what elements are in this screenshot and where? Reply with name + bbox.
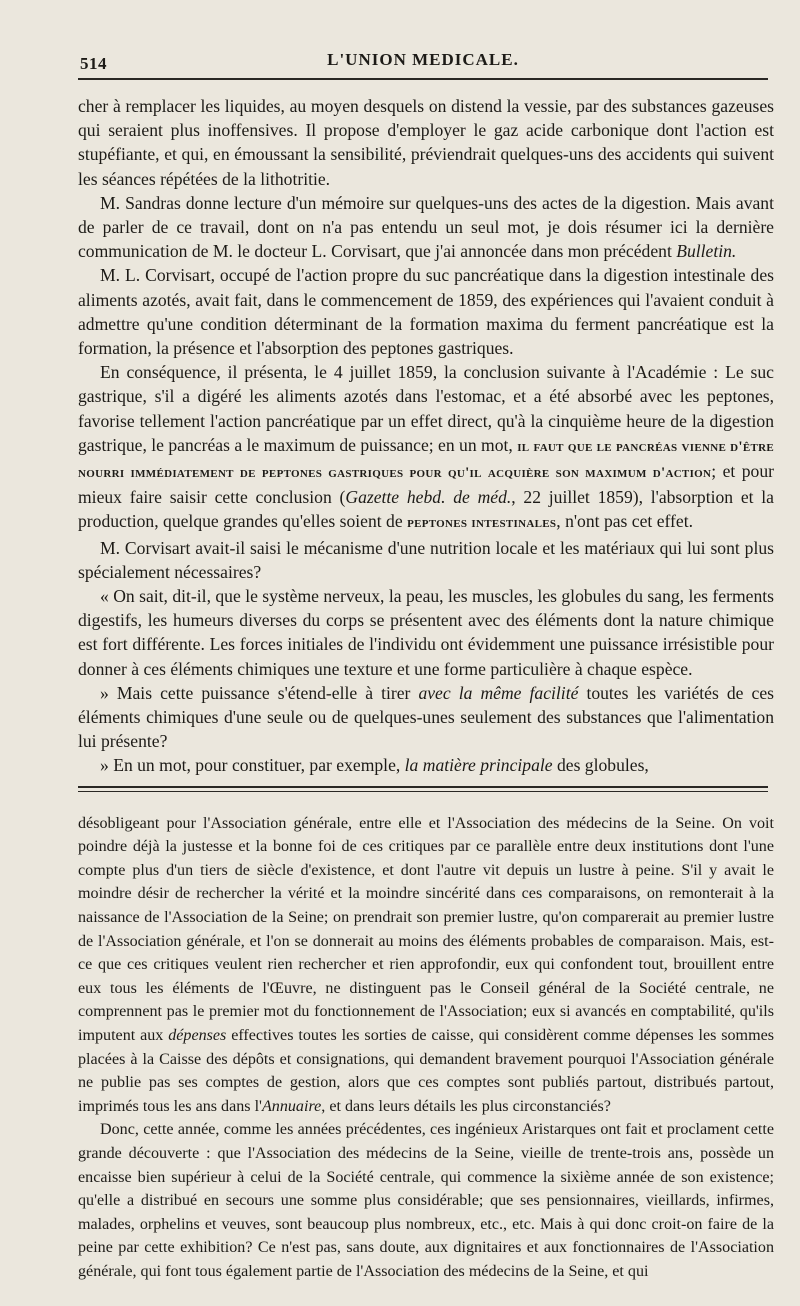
quotation-paragraph: » Mais cette puissance s'étend-elle à tirer avec la même facilité toutes les variétés de ces éléments chimiques d'une seule ou de quelques-unes seulement des substances que l'alimentation lui présente? (78, 682, 774, 752)
running-head: L'UNION MEDICALE. (327, 50, 519, 69)
paragraph: M. L. Corvisart, occupé de l'action propre du suc pancréatique dans la digestion intestinale des aliments azotés, avait fait, dans le commencement de 1859, des expériences qui l'avaient conduit à admettre qu'une condition déterminant de la formation maxima du ferment pancréatique est la formation, la présence et l'absorption des peptones gastriques. (78, 265, 774, 359)
small-caps-emphasis: peptones intestinales (407, 515, 557, 532)
paragraph: M. Sandras donne lecture d'un mémoire sur quelques-uns des actes de la digestion. Mais avant de parler de ce travail, dont on n'a pas entendu un seul mot, je dois résumer ici la dernière communication de M. le docteur L. Corvisart, que j'ai annoncée dans mon précédent Bulletin. (78, 192, 774, 262)
page-number: 514 (80, 54, 107, 73)
paragraph: Donc, cette année, comme les années précédentes, ces ingénieux Aristarques ont fait et proclament cette grande découverte : que l'Association des médecins de la Seine, vieille de trente-trois ans, possède un encaisse bien supérieur à celui de la Société centrale, qui commence la sixième année de son existence; qu'elle a distribué en secours une somme plus considérable; que ses pensionnaires, vieillards, infirmes, malades, orphelins et veuves, sont beaucoup plus nombreux, etc., etc. Mais à qui donc croit-on faire de la peine par cette exhibition? Ce n'est pas, sans doute, aux dignitaires et aux fonctionnaires de l'Association générale, qui font tous également partie de l'Association des médecins de la Seine, et qui (78, 1121, 774, 1280)
paragraph: cher à remplacer les liquides, au moyen desquels on distend la vessie, par des substances gazeuses qui seraient plus inoffensives. Il propose d'employer le gaz acide carbonique dont l'action est stupéfiante, et qui, en émoussant la sensibilité, préviendrait quelques-uns des accidents qui suivent les séances répétées de la lithotritie. (78, 96, 774, 189)
feuilleton-column (78, 812, 774, 1284)
small-caps-emphasis: il faut que le pancréas vienne d'être nourri immédiatement de peptones gastriques pour qu'il acquière son maximum d'action (78, 438, 775, 482)
quotation-paragraph: « On sait, dit-il, que le système nerveux, la peau, les muscles, les globules du sang, les ferments digestifs, les humeurs diverses du corps se présentent avec des éléments dont la nature chimique est fort différente. Les forces initiales de l'individu ont évidemment une puissance irrésistible pour donner à ces éléments chimiques une texture et une forme particulière à chaque espèce. (78, 586, 774, 679)
main-column (78, 94, 774, 778)
paragraph: M. Corvisart avait-il saisi le mécanisme d'une nutrition locale et les matériaux qui lui sont plus spécialement nécessaires? (78, 537, 774, 582)
paragraph: En conséquence, il présenta, le 4 juillet 1859, la conclusion suivante à l'Académie : Le suc gastrique, s'il a digéré les aliments azotés dans l'estomac, et a été absorbé avec les peptones, favorise tellement l'action pancréatique par un effet direct, qu'à la cinquième heure de la digestion gastrique, le pancréas a le maximum de puissance; en un mot, il faut que le pancréas vienne d'être nourri immédiatement de peptones gastriques pour qu'il acquière son maximum d'action; et pour mieux faire saisir cette conclusion (Gazette hebd. de méd., 22 juillet 1859), l'absorption et la production, quelque grandes qu'elles soient de peptones intestinales, n'ont pas cet effet. (78, 362, 775, 532)
page-header (78, 44, 768, 80)
quotation-paragraph: » En un mot, pour constituer, par exemple, la matière principale des globules, (100, 755, 649, 776)
paragraph: désobligeant pour l'Association générale, entre elle et l'Association des médecins de la Seine. On voit poindre déjà la justesse et la bonne foi de ces critiques par ce parallèle entre deux institutions dont l'une compte plus d'un tiers de siècle d'existence, et dont l'autre vit depuis un lustre à peine. S'il y avait le moindre désir de rechercher la vérité et la moindre sincérité dans ces comparaisons, on remonterait à la naissance de l'Association de la Seine; on prendrait son premier lustre, qu'on comparerait au premier lustre de l'Association générale, et l'on se donnerait au moins des éléments probables de comparaison. Mais, est-ce que ces critiques veulent rien rechercher et rien approfondir, eux qui confondent tout, brouillent entre eux tous les éléments de l'Œuvre, ne distinguent pas le Conseil général de la Société centrale, ne comprennent pas le premier mot du fonctionnement de l'Association; eux si avancés en comptabilité, qu'ils imputent aux dépenses effectives toutes les sorties de caisse, qui considèrent comme dépenses les sommes placées à la Caisse des dépôts et consignations, qui demandent bravement pourquoi l'Association générale ne publie pas ses comptes de gestion, alors que ces comptes sont publiés partout, distribués partout, imprimés tous les ans dans l'Annuaire, et dans leurs détails les plus circonstanciés? (78, 814, 774, 1115)
feuilleton-divider (78, 786, 768, 792)
